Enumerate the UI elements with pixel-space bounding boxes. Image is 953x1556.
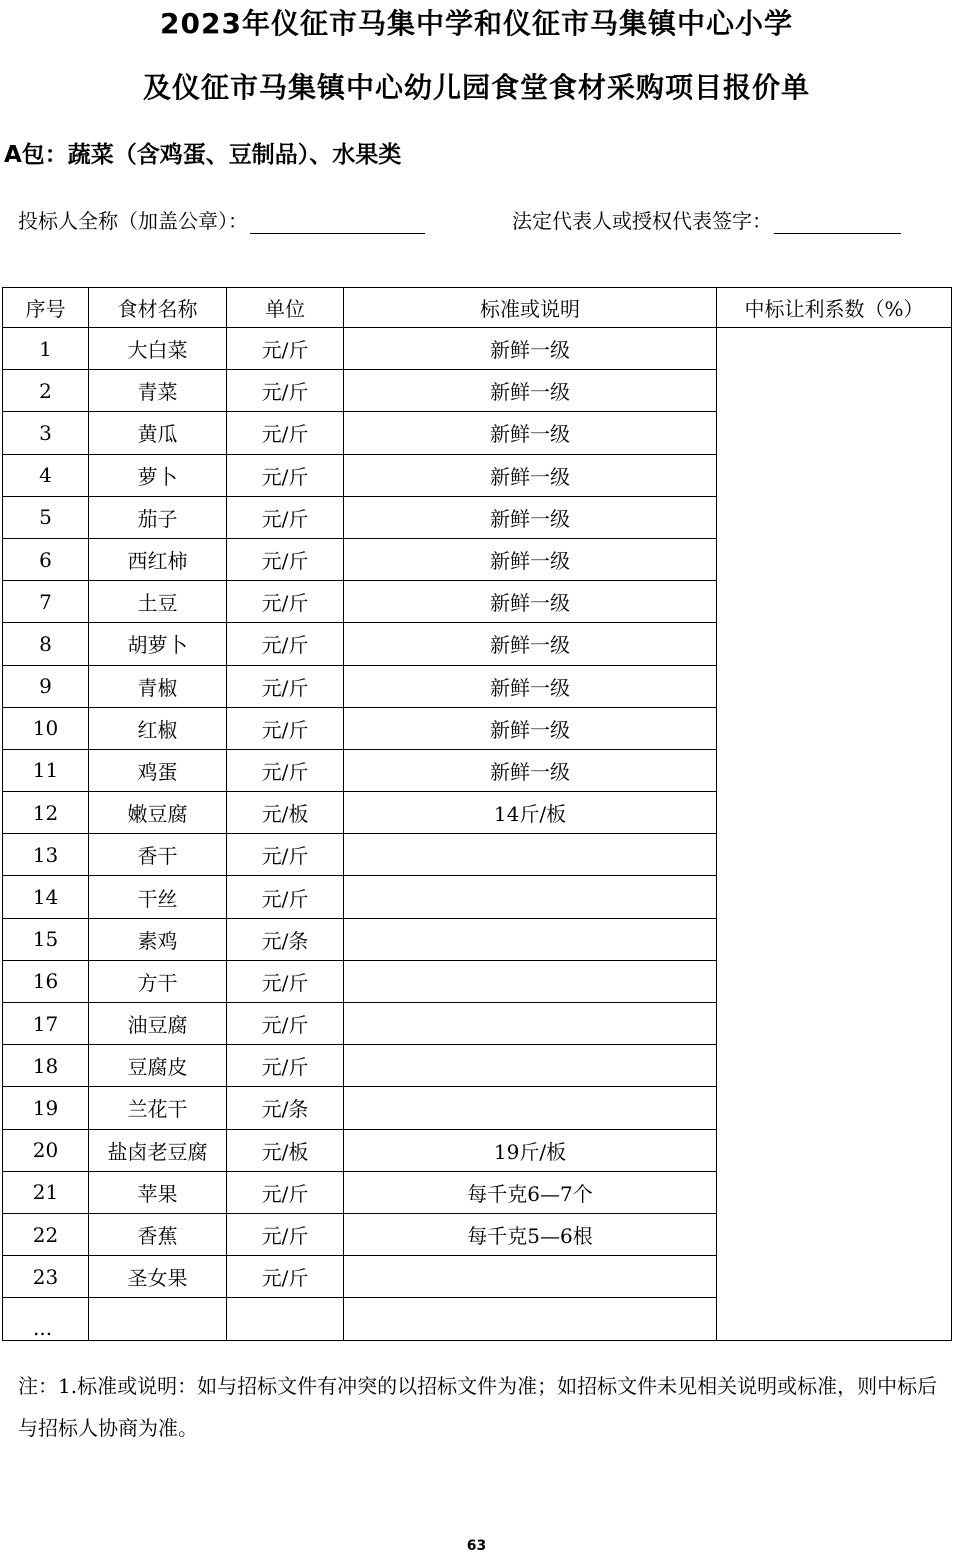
- row-unit: 元/斤: [227, 665, 344, 707]
- row-index: 21: [3, 1171, 89, 1213]
- row-index: 5: [3, 496, 89, 538]
- row-item-name: 香蕉: [89, 1213, 227, 1255]
- header-item-name: 食材名称: [89, 288, 227, 328]
- row-item-name: 西红柿: [89, 538, 227, 580]
- row-standard: 新鲜一级: [344, 707, 717, 749]
- row-standard: [344, 834, 717, 876]
- row-index: 10: [3, 707, 89, 749]
- page-number: 63: [466, 1538, 487, 1554]
- row-standard: [344, 876, 717, 918]
- bidder-signature-field: [18, 205, 425, 234]
- row-unit: 元/斤: [227, 1256, 344, 1298]
- row-index: 12: [3, 792, 89, 834]
- row-standard: [344, 960, 717, 1002]
- row-unit: 元/斤: [227, 876, 344, 918]
- row-standard: 新鲜一级: [344, 370, 717, 412]
- table-header-row: [3, 288, 952, 328]
- row-index: 11: [3, 749, 89, 791]
- row-unit: 元/斤: [227, 454, 344, 496]
- row-index: 13: [3, 834, 89, 876]
- row-item-name: 胡萝卜: [89, 623, 227, 665]
- row-item-name: 土豆: [89, 581, 227, 623]
- row-standard: 新鲜一级: [344, 412, 717, 454]
- header-unit: 单位: [227, 288, 344, 328]
- row-standard: 每千克6—7个: [344, 1171, 717, 1213]
- row-standard: 新鲜一级: [344, 328, 717, 370]
- row-unit: 元/斤: [227, 581, 344, 623]
- row-standard: [344, 1003, 717, 1045]
- row-unit: 元/斤: [227, 707, 344, 749]
- row-index: 18: [3, 1045, 89, 1087]
- row-standard: 新鲜一级: [344, 581, 717, 623]
- header-discount: 中标让利系数（%）: [717, 288, 952, 328]
- row-item-name: 素鸡: [89, 918, 227, 960]
- row-index: 8: [3, 623, 89, 665]
- table-body: [3, 328, 952, 1341]
- row-item-name: 方干: [89, 960, 227, 1002]
- row-item-name: 青椒: [89, 665, 227, 707]
- row-index: 14: [3, 876, 89, 918]
- row-unit: 元/斤: [227, 834, 344, 876]
- row-unit: 元/板: [227, 792, 344, 834]
- discount-entry-cell[interactable]: [717, 328, 952, 1341]
- row-standard: 新鲜一级: [344, 538, 717, 580]
- row-standard: [344, 918, 717, 960]
- row-unit: 元/斤: [227, 1171, 344, 1213]
- row-standard: [344, 1045, 717, 1087]
- row-index: 3: [3, 412, 89, 454]
- row-unit: 元/斤: [227, 623, 344, 665]
- row-item-name: 茄子: [89, 496, 227, 538]
- quotation-table: [2, 287, 952, 1341]
- row-item-name: 盐卤老豆腐: [89, 1129, 227, 1171]
- row-index: 4: [3, 454, 89, 496]
- row-item-name: 油豆腐: [89, 1003, 227, 1045]
- row-unit: 元/斤: [227, 1045, 344, 1087]
- row-item-name: 大白菜: [89, 328, 227, 370]
- row-unit: 元/条: [227, 918, 344, 960]
- row-standard: 19斤/板: [344, 1129, 717, 1171]
- row-standard: 14斤/板: [344, 792, 717, 834]
- row-item-name: 黄瓜: [89, 412, 227, 454]
- row-unit: 元/斤: [227, 412, 344, 454]
- row-index: 7: [3, 581, 89, 623]
- bidder-blank-line: [250, 209, 425, 234]
- row-index: 22: [3, 1213, 89, 1255]
- row-standard: 新鲜一级: [344, 665, 717, 707]
- row-index: 9: [3, 665, 89, 707]
- row-index: 23: [3, 1256, 89, 1298]
- table-row: [3, 328, 952, 370]
- row-item-name: 嫩豆腐: [89, 792, 227, 834]
- row-standard: 新鲜一级: [344, 623, 717, 665]
- row-unit: 元/斤: [227, 538, 344, 580]
- row-item-name: [89, 1298, 227, 1340]
- row-unit: 元/斤: [227, 749, 344, 791]
- header-standard: 标准或说明: [344, 288, 717, 328]
- row-index: 19: [3, 1087, 89, 1129]
- row-standard: 新鲜一级: [344, 454, 717, 496]
- row-item-name: 干丝: [89, 876, 227, 918]
- row-standard: [344, 1087, 717, 1129]
- row-unit: [227, 1298, 344, 1340]
- row-unit: 元/斤: [227, 370, 344, 412]
- row-item-name: 红椒: [89, 707, 227, 749]
- row-index: 2: [3, 370, 89, 412]
- row-standard: 新鲜一级: [344, 749, 717, 791]
- row-item-name: 兰花干: [89, 1087, 227, 1129]
- representative-blank-line: [774, 209, 901, 234]
- row-index: 17: [3, 1003, 89, 1045]
- row-unit: 元/斤: [227, 960, 344, 1002]
- row-unit: 元/板: [227, 1129, 344, 1171]
- row-unit: 元/斤: [227, 1213, 344, 1255]
- footnote: 注：1.标准或说明：如与招标文件有冲突的以招标文件为准；如招标文件未见相关说明或标准，则中标后与招标人协商为准。: [18, 1374, 938, 1440]
- row-index: 16: [3, 960, 89, 1002]
- row-item-name: 豆腐皮: [89, 1045, 227, 1087]
- row-unit: 元/斤: [227, 1003, 344, 1045]
- row-item-name: 青菜: [89, 370, 227, 412]
- row-unit: 元/斤: [227, 496, 344, 538]
- row-index: 15: [3, 918, 89, 960]
- row-item-name: 圣女果: [89, 1256, 227, 1298]
- row-index: 20: [3, 1129, 89, 1171]
- row-item-name: 香干: [89, 834, 227, 876]
- row-item-name: 苹果: [89, 1171, 227, 1213]
- row-unit: 元/斤: [227, 328, 344, 370]
- header-index: 序号: [3, 288, 89, 328]
- representative-signature-field: [512, 205, 901, 234]
- document-title-line2: 及仪征市马集镇中心幼儿园食堂食材采购项目报价单: [142, 71, 810, 104]
- package-heading: A包：蔬菜（含鸡蛋、豆制品）、水果类: [4, 142, 402, 168]
- row-standard: 每千克5—6根: [344, 1213, 717, 1255]
- row-index: 1: [3, 328, 89, 370]
- representative-label: 法定代表人或授权代表签字：: [512, 209, 772, 233]
- row-item-name: 鸡蛋: [89, 749, 227, 791]
- row-standard: 新鲜一级: [344, 496, 717, 538]
- row-index: 6: [3, 538, 89, 580]
- row-index: ...: [3, 1298, 89, 1340]
- row-unit: 元/条: [227, 1087, 344, 1129]
- row-standard: [344, 1298, 717, 1340]
- row-standard: [344, 1256, 717, 1298]
- document-title-line1: 2023年仪征市马集中学和仪征市马集镇中心小学: [160, 7, 793, 40]
- bidder-label: 投标人全称（加盖公章）：: [18, 209, 248, 233]
- row-item-name: 萝卜: [89, 454, 227, 496]
